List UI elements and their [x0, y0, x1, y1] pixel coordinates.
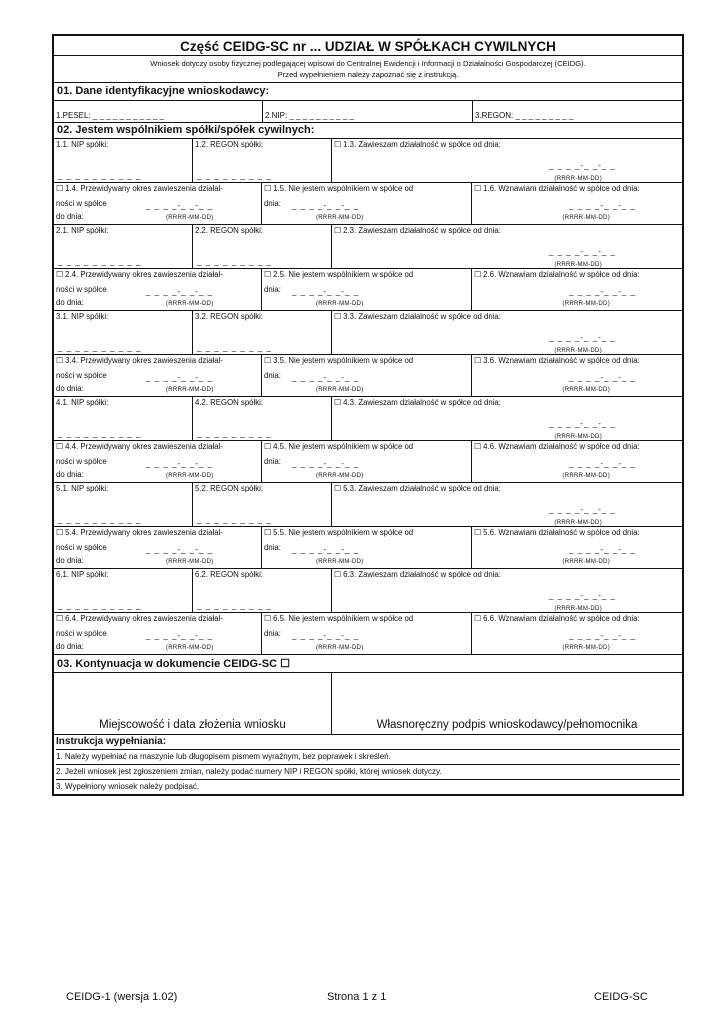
- footer-version: CEIDG-1 (wersja 1.02): [66, 991, 178, 1003]
- resume-field[interactable]: [472, 183, 682, 224]
- instruction-item: 3. Wypełniony wniosek należy podpisać.: [56, 782, 200, 791]
- date-placeholder: _ _ _ _-_ _-_ _: [292, 201, 360, 210]
- suspension-period-field[interactable]: [54, 527, 262, 568]
- suspension-period-label: ☐ 1.4. Przewidywany okres zawieszenia działal-: [56, 184, 223, 193]
- date-format-hint: (RRRR-MM-DD): [554, 520, 602, 526]
- suspend-from-label: ☐ 6.3. Zawieszam działalność w spółce od dnia:: [334, 570, 501, 579]
- identification-row: [54, 101, 682, 123]
- pesel-field[interactable]: 1.PESEL: _ _ _ _ _ _ _ _ _ _ _: [54, 101, 263, 122]
- date-format-hint: (RRRR-MM-DD): [562, 215, 610, 221]
- partner-regon-field[interactable]: [193, 225, 332, 268]
- partner-1-dates-row: [54, 183, 682, 225]
- date-placeholder: _ _ _ _-_ _-_ _: [146, 631, 214, 640]
- date-format-hint: (RRRR-MM-DD): [166, 215, 214, 221]
- date-placeholder: _ _ _ _-_ _-_ _: [548, 333, 616, 342]
- suspend-from-field[interactable]: [332, 225, 682, 268]
- date-format-hint: (RRRR-MM-DD): [562, 645, 610, 651]
- not-partner-label: ☐ 2.5. Nie jestem wspólnikiem w spółce od: [264, 270, 414, 279]
- partner-regon-field[interactable]: [193, 483, 332, 526]
- partner-regon-field[interactable]: [193, 397, 332, 440]
- date-placeholder: _ _ _ _-_ _-_ _: [292, 631, 360, 640]
- to-date-label: do dnia:: [56, 212, 84, 221]
- nip-placeholder: _ _ _ _ _ _ _ _ _ _: [58, 429, 142, 438]
- nip-placeholder: _ _ _ _ _ _ _ _ _ _: [58, 171, 142, 180]
- footer-doc-code: CEIDG-SC: [594, 991, 648, 1003]
- resume-field[interactable]: [472, 613, 682, 654]
- date-placeholder: _ _ _ _-_ _-_ _: [568, 459, 636, 468]
- day-label: dnia:: [264, 457, 281, 466]
- date-format-hint: (RRRR-MM-DD): [166, 301, 214, 307]
- place-date-label: Miejscowość i data złożenia wniosku: [99, 719, 286, 731]
- suspension-period-field[interactable]: [54, 613, 262, 654]
- date-placeholder: _ _ _ _-_ _-_ _: [292, 459, 360, 468]
- suspension-period-field[interactable]: [54, 183, 262, 224]
- not-partner-field[interactable]: [262, 355, 472, 396]
- date-placeholder: _ _ _ _-_ _-_ _: [568, 201, 636, 210]
- partner-3-ids-row: [54, 311, 682, 355]
- subtitle-line-1: Wniosek dotyczy osoby fizycznej podlegającej wpisowi do Centralnej Ewidencji i Informacji o Działalności Gospodarczej (CEIDG).: [150, 59, 586, 68]
- date-format-hint: (RRRR-MM-DD): [554, 348, 602, 354]
- not-partner-label: ☐ 6.5. Nie jestem wspólnikiem w spółce od: [264, 614, 414, 623]
- partner-nip-label: 4.1. NIP spółki:: [56, 398, 109, 407]
- suspension-period-field[interactable]: [54, 269, 262, 310]
- not-partner-field[interactable]: [262, 183, 472, 224]
- ceidg-sc-form: [52, 34, 684, 796]
- day-label: dnia:: [264, 371, 281, 380]
- instructions: [54, 735, 682, 794]
- suspend-from-field[interactable]: [332, 139, 682, 182]
- date-placeholder: _ _ _ _-_ _-_ _: [146, 459, 214, 468]
- nip-placeholder: _ _ _ _ _ _ _ _ _ _: [58, 601, 142, 610]
- date-format-hint: (RRRR-MM-DD): [562, 473, 610, 479]
- not-partner-label: ☐ 3.5. Nie jestem wspólnikiem w spółce od: [264, 356, 414, 365]
- suspend-from-field[interactable]: [332, 569, 682, 612]
- to-date-label: do dnia:: [56, 556, 84, 565]
- not-partner-field[interactable]: [262, 269, 472, 310]
- to-date-label: do dnia:: [56, 384, 84, 393]
- date-format-hint: (RRRR-MM-DD): [166, 473, 214, 479]
- not-partner-field[interactable]: [262, 441, 472, 482]
- nip-placeholder: _ _ _ _ _ _ _ _ _ _: [58, 343, 142, 352]
- resume-label: ☐ 4.6. Wznawiam działalność w spółce od dnia:: [474, 442, 640, 451]
- footer-page: Strona 1 z 1: [327, 991, 387, 1003]
- signature-label: Własnoręczny podpis wnioskodawcy/pełnomocnika: [376, 719, 638, 731]
- partner-regon-label: 3.2. REGON spółki:: [195, 312, 264, 321]
- date-placeholder: _ _ _ _-_ _-_ _: [568, 545, 636, 554]
- nip-field[interactable]: 2.NIP: _ _ _ _ _ _ _ _ _ _: [263, 101, 473, 122]
- partner-1-ids-row: [54, 139, 682, 183]
- partner-regon-label: 5.2. REGON spółki:: [195, 484, 264, 493]
- not-partner-label: ☐ 1.5. Nie jestem wspólnikiem w spółce od: [264, 184, 414, 193]
- place-date-field[interactable]: [54, 673, 332, 734]
- resume-label: ☐ 6.6. Wznawiam działalność w spółce od dnia:: [474, 614, 640, 623]
- resume-field[interactable]: [472, 441, 682, 482]
- partner-5-dates-row: [54, 527, 682, 569]
- section-2-heading: 02. Jestem wspólnikiem spółki/spółek cywilnych:: [54, 123, 682, 139]
- signature-field[interactable]: [332, 673, 682, 734]
- resume-field[interactable]: [472, 527, 682, 568]
- regon-placeholder: _ _ _ _ _ _ _ _ _: [197, 343, 272, 352]
- date-placeholder: _ _ _ _-_ _-_ _: [146, 545, 214, 554]
- date-format-hint: (RRRR-MM-DD): [554, 176, 602, 182]
- partner-6-ids-row: [54, 569, 682, 613]
- to-date-label: do dnia:: [56, 642, 84, 651]
- resume-label: ☐ 3.6. Wznawiam działalność w spółce od dnia:: [474, 356, 640, 365]
- date-format-hint: (RRRR-MM-DD): [166, 645, 214, 651]
- partner-nip-field[interactable]: [54, 139, 193, 182]
- suspension-period-label-cont: ności w spółce: [56, 629, 107, 638]
- partner-4-ids-row: [54, 397, 682, 441]
- suspend-from-field[interactable]: [332, 483, 682, 526]
- date-format-hint: (RRRR-MM-DD): [562, 301, 610, 307]
- partner-nip-field[interactable]: [54, 397, 193, 440]
- date-placeholder: _ _ _ _-_ _-_ _: [548, 419, 616, 428]
- suspension-period-label: ☐ 4.4. Przewidywany okres zawieszenia działal-: [56, 442, 223, 451]
- suspension-period-label: ☐ 3.4. Przewidywany okres zawieszenia działal-: [56, 356, 223, 365]
- partner-nip-label: 1.1. NIP spółki:: [56, 140, 109, 149]
- suspension-period-field[interactable]: [54, 355, 262, 396]
- partner-regon-field[interactable]: [193, 569, 332, 612]
- day-label: dnia:: [264, 199, 281, 208]
- suspension-period-label: ☐ 2.4. Przewidywany okres zawieszenia działal-: [56, 270, 223, 279]
- date-format-hint: (RRRR-MM-DD): [554, 434, 602, 440]
- partner-regon-label: 4.2. REGON spółki:: [195, 398, 264, 407]
- partner-regon-field[interactable]: [193, 139, 332, 182]
- date-format-hint: (RRRR-MM-DD): [316, 645, 364, 651]
- date-format-hint: (RRRR-MM-DD): [562, 387, 610, 393]
- suspension-period-label-cont: ności w spółce: [56, 543, 107, 552]
- to-date-label: do dnia:: [56, 470, 84, 479]
- instruction-item: 1. Należy wypełniać na maszynie lub długopisem pismem wyraźnym, bez poprawek i skreśleń.: [56, 750, 680, 765]
- resume-label: ☐ 5.6. Wznawiam działalność w spółce od dnia:: [474, 528, 640, 537]
- date-format-hint: (RRRR-MM-DD): [554, 606, 602, 612]
- not-partner-label: ☐ 4.5. Nie jestem wspólnikiem w spółce od: [264, 442, 414, 451]
- date-format-hint: (RRRR-MM-DD): [316, 301, 364, 307]
- suspension-period-label-cont: ności w spółce: [56, 371, 107, 380]
- date-placeholder: _ _ _ _-_ _-_ _: [146, 373, 214, 382]
- form-header: [54, 36, 682, 83]
- resume-label: ☐ 1.6. Wznawiam działalność w spółce od dnia:: [474, 184, 640, 193]
- regon-placeholder: _ _ _ _ _ _ _ _ _: [197, 171, 272, 180]
- partner-regon-label: 6.2. REGON spółki:: [195, 570, 264, 579]
- date-placeholder: _ _ _ _-_ _-_ _: [568, 631, 636, 640]
- form-subtitle: [54, 56, 682, 82]
- date-format-hint: (RRRR-MM-DD): [166, 559, 214, 565]
- date-placeholder: _ _ _ _-_ _-_ _: [568, 287, 636, 296]
- partner-4-dates-row: [54, 441, 682, 483]
- date-format-hint: (RRRR-MM-DD): [316, 559, 364, 565]
- partner-nip-label: 3.1. NIP spółki:: [56, 312, 109, 321]
- partner-6-dates-row: [54, 613, 682, 655]
- partner-nip-label: 5.1. NIP spółki:: [56, 484, 109, 493]
- partner-regon-label: 1.2. REGON spółki:: [195, 140, 264, 149]
- partner-nip-field[interactable]: [54, 311, 193, 354]
- partners-list: [54, 139, 682, 655]
- not-partner-label: ☐ 5.5. Nie jestem wspólnikiem w spółce od: [264, 528, 414, 537]
- date-placeholder: _ _ _ _-_ _-_ _: [292, 373, 360, 382]
- resume-field[interactable]: [472, 269, 682, 310]
- partner-3-dates-row: [54, 355, 682, 397]
- date-format-hint: (RRRR-MM-DD): [562, 559, 610, 565]
- resume-field[interactable]: [472, 355, 682, 396]
- date-placeholder: _ _ _ _-_ _-_ _: [548, 247, 616, 256]
- partner-regon-field[interactable]: [193, 311, 332, 354]
- day-label: dnia:: [264, 629, 281, 638]
- day-label: dnia:: [264, 543, 281, 552]
- not-partner-field[interactable]: [262, 527, 472, 568]
- nip-placeholder: _ _ _ _ _ _ _ _ _ _: [58, 515, 142, 524]
- date-placeholder: _ _ _ _-_ _-_ _: [146, 201, 214, 210]
- partner-regon-label: 2.2. REGON spółki:: [195, 226, 264, 235]
- partner-nip-field[interactable]: [54, 569, 193, 612]
- suspension-period-label-cont: ności w spółce: [56, 285, 107, 294]
- regon-placeholder: _ _ _ _ _ _ _ _ _: [197, 515, 272, 524]
- date-placeholder: _ _ _ _-_ _-_ _: [548, 161, 616, 170]
- section-3-heading[interactable]: 03. Kontynuacja w dokumencie CEIDG-SC ☐: [54, 655, 682, 673]
- suspend-from-field[interactable]: [332, 311, 682, 354]
- suspend-from-label: ☐ 4.3. Zawieszam działalność w spółce od dnia:: [334, 398, 501, 407]
- regon-placeholder: _ _ _ _ _ _ _ _ _: [197, 257, 272, 266]
- partner-2-dates-row: [54, 269, 682, 311]
- date-format-hint: (RRRR-MM-DD): [316, 387, 364, 393]
- date-format-hint: (RRRR-MM-DD): [554, 262, 602, 268]
- date-format-hint: (RRRR-MM-DD): [316, 215, 364, 221]
- partner-nip-label: 2.1. NIP spółki:: [56, 226, 109, 235]
- to-date-label: do dnia:: [56, 298, 84, 307]
- regon-field[interactable]: 3.REGON: _ _ _ _ _ _ _ _ _: [475, 111, 574, 120]
- date-placeholder: _ _ _ _-_ _-_ _: [568, 373, 636, 382]
- instruction-item: 2. Jeżeli wniosek jest zgłoszeniem zmian, należy podać numery NIP i REGON spółki, której wniosek dotyczy.: [56, 765, 680, 780]
- regon-placeholder: _ _ _ _ _ _ _ _ _: [197, 429, 272, 438]
- suspension-period-label-cont: ności w spółce: [56, 457, 107, 466]
- date-format-hint: (RRRR-MM-DD): [316, 473, 364, 479]
- date-placeholder: _ _ _ _-_ _-_ _: [292, 287, 360, 296]
- date-placeholder: _ _ _ _-_ _-_ _: [548, 591, 616, 600]
- date-placeholder: _ _ _ _-_ _-_ _: [146, 287, 214, 296]
- subtitle-line-2: Przed wypełnieniem należy zapoznać się z instrukcją.: [277, 70, 459, 79]
- partner-nip-field[interactable]: [54, 225, 193, 268]
- partner-2-ids-row: [54, 225, 682, 269]
- suspend-from-label: ☐ 5.3. Zawieszam działalność w spółce od dnia:: [334, 484, 501, 493]
- resume-label: ☐ 2.6. Wznawiam działalność w spółce od dnia:: [474, 270, 640, 279]
- date-format-hint: (RRRR-MM-DD): [166, 387, 214, 393]
- not-partner-field[interactable]: [262, 613, 472, 654]
- section-1-heading: 01. Dane identyfikacyjne wnioskodawcy:: [54, 83, 682, 101]
- date-placeholder: _ _ _ _-_ _-_ _: [548, 505, 616, 514]
- suspend-from-label: ☐ 2.3. Zawieszam działalność w spółce od dnia:: [334, 226, 501, 235]
- partner-5-ids-row: [54, 483, 682, 527]
- signature-row: [54, 673, 682, 735]
- suspend-from-label: ☐ 3.3. Zawieszam działalność w spółce od dnia:: [334, 312, 501, 321]
- regon-placeholder: _ _ _ _ _ _ _ _ _: [197, 601, 272, 610]
- suspension-period-label: ☐ 6.4. Przewidywany okres zawieszenia działal-: [56, 614, 223, 623]
- partner-nip-field[interactable]: [54, 483, 193, 526]
- instructions-heading: Instrukcja wypełniania:: [56, 735, 680, 750]
- suspension-period-label-cont: ności w spółce: [56, 199, 107, 208]
- suspend-from-label: ☐ 1.3. Zawieszam działalność w spółce od dnia:: [334, 140, 501, 149]
- form-title: Część CEIDG-SC nr ... UDZIAŁ W SPÓŁKACH CYWILNYCH: [54, 36, 682, 56]
- partner-nip-label: 6.1. NIP spółki:: [56, 570, 109, 579]
- suspension-period-label: ☐ 5.4. Przewidywany okres zawieszenia działal-: [56, 528, 223, 537]
- date-placeholder: _ _ _ _-_ _-_ _: [292, 545, 360, 554]
- day-label: dnia:: [264, 285, 281, 294]
- suspend-from-field[interactable]: [332, 397, 682, 440]
- nip-placeholder: _ _ _ _ _ _ _ _ _ _: [58, 257, 142, 266]
- suspension-period-field[interactable]: [54, 441, 262, 482]
